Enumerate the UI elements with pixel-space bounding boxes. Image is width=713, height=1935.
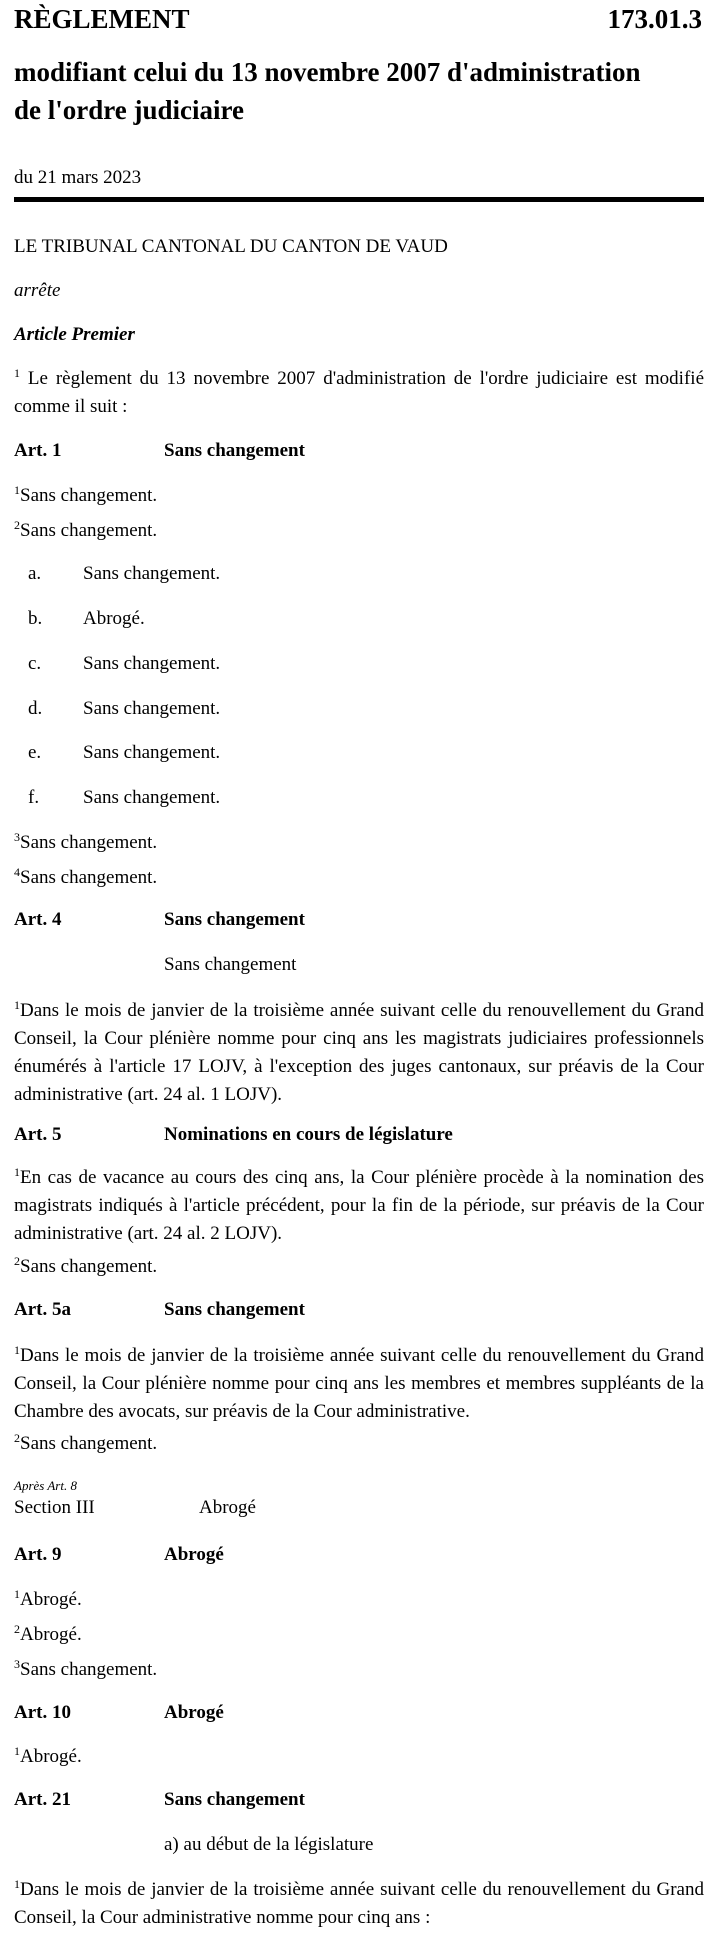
doc-title-line2: de l'ordre judiciaire: [14, 95, 244, 125]
art10-al1: [14, 1746, 82, 1768]
alinea-mark: 2: [14, 518, 20, 532]
intro-paragraph: [14, 365, 704, 421]
art9-al2: [14, 1624, 82, 1646]
art5-al2-text: Sans changement.: [20, 1256, 158, 1277]
alinea-mark: 2: [14, 1622, 20, 1636]
art5-al1: [14, 1164, 704, 1248]
art4-al1: [14, 997, 704, 1109]
alinea-mark: 1: [14, 483, 20, 497]
art5-al1-text: En cas de vacance au cours des cinq ans, la Cour plénière procède à la nomination des magistrats indiqués à l'article précédent, pour la fin de la période, sur préavis de la Cour administrative (art. 24 al. 2 LOJV).: [14, 1167, 704, 1244]
art1-letter-b-text: Abrogé.: [83, 608, 145, 629]
art5a-al2: [14, 1433, 157, 1455]
art1-letter-f: f.: [28, 787, 40, 808]
doc-title: [14, 53, 704, 129]
art1-al1-text: Sans changement.: [20, 485, 158, 506]
art1-al2-text: Sans changement.: [20, 520, 158, 541]
art9-al2-text: Abrogé.: [20, 1624, 82, 1645]
doc-date: du 21 mars 2023: [14, 167, 142, 188]
alinea-mark: 1: [14, 998, 20, 1012]
art1-letter-c-text: Sans changement.: [83, 653, 221, 674]
alinea-mark: 2: [14, 1254, 20, 1268]
art5a-number: Art. 5a: [14, 1299, 71, 1320]
doc-title-line1: modifiant celui du 13 novembre 2007 d'administration: [14, 57, 641, 87]
alinea-mark: 4: [14, 865, 20, 879]
section-status: Abrogé: [199, 1497, 256, 1518]
doc-number: 173.01.3: [607, 4, 702, 34]
art21-al1: [14, 1876, 704, 1932]
art10-number: Art. 10: [14, 1702, 71, 1723]
alinea-mark: 3: [14, 1657, 20, 1671]
art1-letter-f-text: Sans changement.: [83, 787, 221, 808]
art10-al1-text: Abrogé.: [20, 1746, 82, 1767]
art9-al3-text: Sans changement.: [20, 1659, 158, 1680]
article-premier-heading: Article Premier: [14, 324, 135, 345]
authority: LE TRIBUNAL CANTONAL DU CANTON DE VAUD: [14, 236, 448, 257]
art1-letter-d-text: Sans changement.: [83, 698, 221, 719]
art5-title: Nominations en cours de législature: [164, 1124, 453, 1145]
header-divider: [14, 197, 704, 202]
art1-letter-a-text: Sans changement.: [83, 563, 221, 584]
art10-title: Abrogé: [164, 1702, 224, 1723]
art21-subtitle: a) au début de la législature: [164, 1834, 374, 1855]
art21-title: Sans changement: [164, 1789, 305, 1810]
art9-title: Abrogé: [164, 1544, 224, 1565]
art4-title: Sans changement: [164, 909, 305, 930]
alinea-mark: 2: [14, 1431, 20, 1445]
art1-letter-e-text: Sans changement.: [83, 742, 221, 763]
decree: arrête: [14, 280, 61, 301]
art5a-al1-text: Dans le mois de janvier de la troisième année suivant celle du renouvellement du Grand Conseil, la Cour plénière nomme pour cinq ans les membres et membres suppléants de la Chambre des avocats, sur préavis de la Cour administrative.: [14, 1345, 704, 1422]
alinea-mark: 1: [14, 1744, 20, 1758]
section-note: Après Art. 8: [14, 1478, 77, 1493]
alinea-mark: 1: [14, 1343, 20, 1357]
alinea-mark: 1: [14, 1587, 20, 1601]
alinea-mark: 3: [14, 830, 20, 844]
art1-al1: [14, 485, 157, 507]
art4-al1-text: Dans le mois de janvier de la troisième année suivant celle du renouvellement du Grand Conseil, la Cour plénière nomme pour cinq ans les magistrats judiciaires professionnels énumérés à l'article 17 LOJV, à l'exception des juges cantonaux, sur préavis de la Cour administrative (art. 24 al. 1 LOJV).: [14, 1000, 704, 1105]
art21-number: Art. 21: [14, 1789, 71, 1810]
art1-al3-text: Sans changement.: [20, 832, 158, 853]
art1-number: Art. 1: [14, 440, 62, 461]
alinea-mark: 1: [14, 1165, 20, 1179]
art5-al2: [14, 1256, 157, 1278]
doc-type: RÈGLEMENT: [14, 4, 190, 34]
art1-al4-text: Sans changement.: [20, 867, 158, 888]
alinea-mark: 1: [14, 1877, 20, 1891]
art1-letter-d: d.: [28, 698, 43, 719]
art1-letter-c: c.: [28, 653, 42, 674]
art9-al1-text: Abrogé.: [20, 1589, 82, 1610]
art1-al3: [14, 832, 157, 854]
art1-al4: [14, 867, 157, 889]
art5a-title: Sans changement: [164, 1299, 305, 1320]
art4-subtitle: Sans changement: [164, 954, 297, 975]
art1-al2: [14, 520, 157, 542]
art1-letter-a: a.: [28, 563, 42, 584]
art4-number: Art. 4: [14, 909, 62, 930]
alinea-mark: 1: [14, 366, 20, 380]
art9-number: Art. 9: [14, 1544, 62, 1565]
art1-letter-e: e.: [28, 742, 42, 763]
art9-al1: [14, 1589, 82, 1611]
art5a-al1: [14, 1342, 704, 1426]
section-label: Section III: [14, 1497, 95, 1518]
art21-al1-text: Dans le mois de janvier de la troisième année suivant celle du renouvellement du Grand Conseil, la Cour administrative nomme pour cinq ans :: [14, 1879, 704, 1928]
art9-al3: [14, 1659, 157, 1681]
art1-title: Sans changement: [164, 440, 305, 461]
art5-number: Art. 5: [14, 1124, 62, 1145]
art1-letter-b: b.: [28, 608, 43, 629]
art5a-al2-text: Sans changement.: [20, 1433, 158, 1454]
intro-text: Le règlement du 13 novembre 2007 d'administration de l'ordre judiciaire est modifié comme il suit :: [14, 368, 704, 417]
